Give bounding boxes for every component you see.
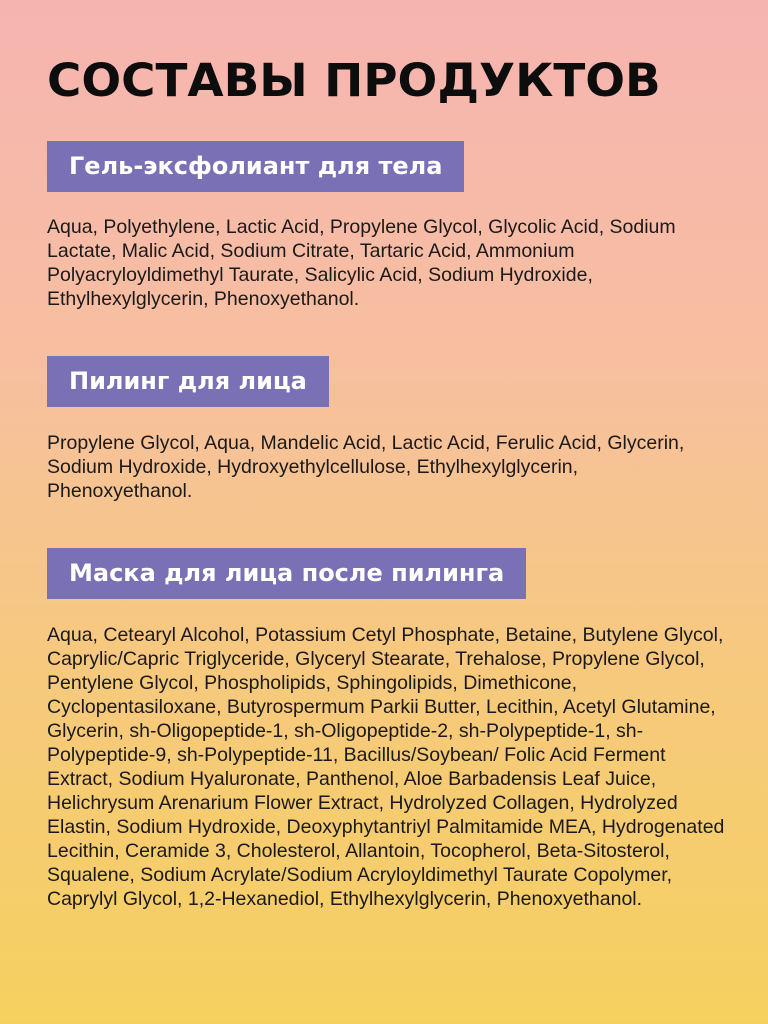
section-heading-post-peel-face-mask: Маска для лица после пилинга	[47, 548, 526, 599]
section-heading-face-peeling: Пилинг для лица	[47, 356, 329, 407]
section-ingredients-face-peeling: Propylene Glycol, Aqua, Mandelic Acid, Lactic Acid, Ferulic Acid, Glycerin, Sodium Hydroxide, Hydroxyethylcellulose, Ethylhexylglycerin, Phenoxyethanol.	[47, 432, 685, 502]
section-ingredients-post-peel-face-mask: Aqua, Cetearyl Alcohol, Potassium Cetyl Phosphate, Betaine, Butylene Glycol, Caprylic/Capric Triglyceride, Glyceryl Stearate, Trehalose, Propylene Glycol, Pentylene Glycol, Phospholipids, Sphingolipids, Dimethicone, Cyclopentasiloxane, Butyrospermum Parkii Butter, Lecithin, Acetyl Glutamine, Glycerin, sh-Oligopeptide-1, sh-Oligopeptide-2, sh-Polypeptide-1, sh-Polypeptide-9, sh-Polypeptide-11, Bacillus/Soybean/ Folic Acid Ferment Extract, Sodium Hyaluronate, Panthenol, Aloe Barbadensis Leaf Juice, Helichrysum Arenarium Flower Extract, Hydrolyzed Collagen, Hydrolyzed Elastin, Sodium Hydroxide, Deoxyphytantriyl Palmitamide MEA, Hydrogenated Lecithin, Ceramide 3, Cholesterol, Allantoin, Tocopherol, Beta-Sitosterol, Squalene, Sodium Acrylate/Sodium Acryloyldimethyl Taurate Copolymer, Caprylyl Glycol, 1,2-Hexanediol, Ethylhexylglycerin, Phenoxyethanol.	[47, 624, 725, 910]
section-heading-body-exfoliant-gel: Гель-эксфолиант для тела	[47, 141, 464, 192]
section-ingredients-body-exfoliant-gel: Aqua, Polyethylene, Lactic Acid, Propylene Glycol, Glycolic Acid, Sodium Lactate, Malic Acid, Sodium Citrate, Tartaric Acid, Ammonium Polyacryloyldimethyl Taurate, Salicylic Acid, Sodium Hydroxide, Ethylhexylglycerin, Phenoxyethanol.	[47, 216, 676, 310]
page-title: СОСТАВЫ ПРОДУКТОВ	[47, 54, 661, 107]
product-compositions-page	[47, 54, 727, 910]
